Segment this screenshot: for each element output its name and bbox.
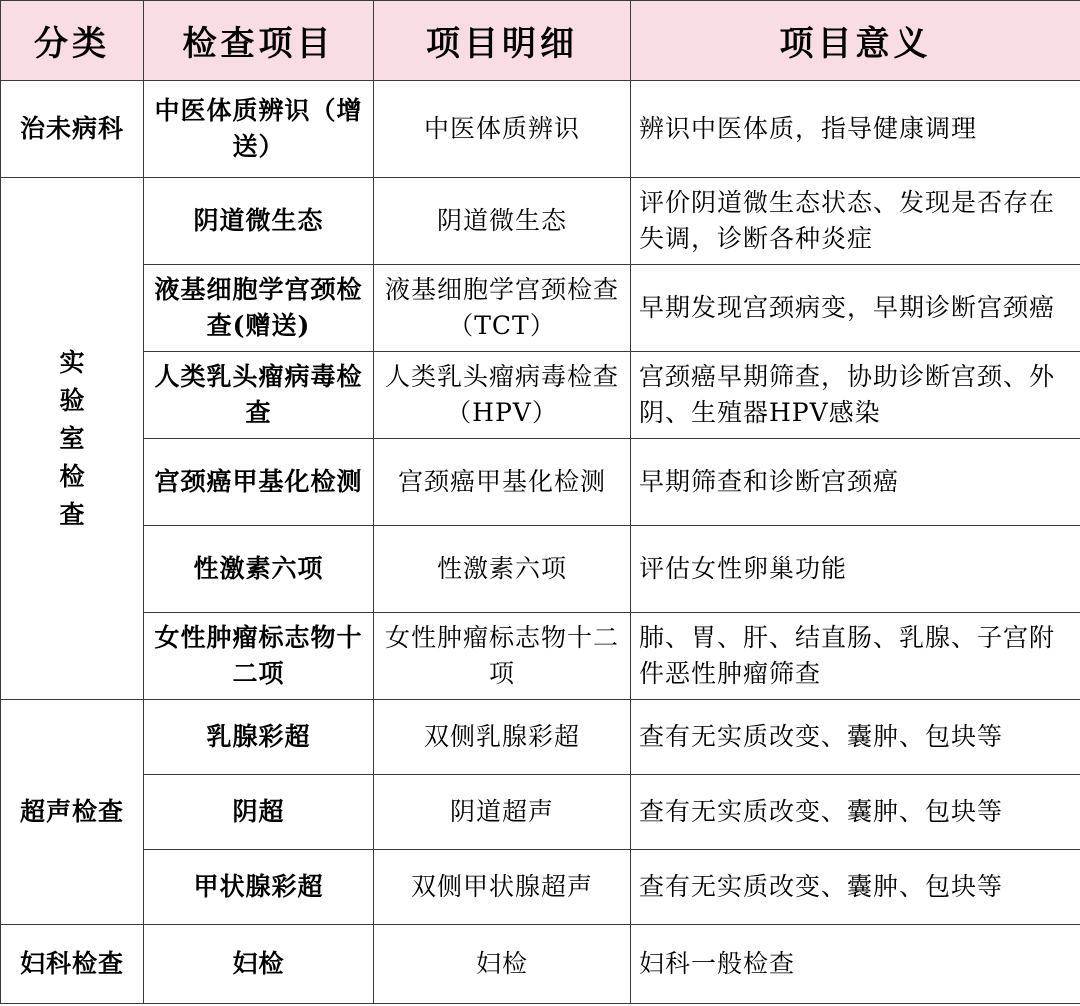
row-detail: 人类乳头瘤病毒检查（HPV） [374,352,631,439]
group-gyn: 妇科检查 [1,925,144,1004]
header-item: 检查项目 [144,1,374,81]
row-detail: 双侧甲状腺超声 [374,850,631,925]
table-row [1,925,1080,1004]
row-item: 甲状腺彩超 [144,850,374,925]
row-item: 人类乳头瘤病毒检查 [144,352,374,439]
row-meaning: 肺、胃、肝、结直肠、乳腺、子宫附件恶性肿瘤筛查 [631,613,1080,700]
row-meaning: 早期发现宫颈病变，早期诊断宫颈癌 [631,265,1080,352]
header-detail: 项目明细 [374,1,631,81]
row-item: 阴道微生态 [144,178,374,265]
row-meaning: 查有无实质改变、囊肿、包块等 [631,700,1080,775]
row-meaning: 查有无实质改变、囊肿、包块等 [631,775,1080,850]
group-ultrasound: 超声检查 [1,700,144,925]
header-category: 分类 [1,1,144,81]
group-tcm: 治未病科 [1,81,144,178]
table-row [1,265,1080,352]
table-row [1,352,1080,439]
row-detail: 女性肿瘤标志物十二项 [374,613,631,700]
table-row [1,178,1080,265]
row-detail: 阴道超声 [374,775,631,850]
row-meaning: 宫颈癌早期筛查，协助诊断宫颈、外阴、生殖器HPV感染 [631,352,1080,439]
row-item: 女性肿瘤标志物十二项 [144,613,374,700]
row-meaning: 早期筛查和诊断宫颈癌 [631,439,1080,526]
header-meaning: 项目意义 [631,1,1080,81]
row-item: 宫颈癌甲基化检测 [144,439,374,526]
row-meaning: 评价阴道微生态状态、发现是否存在失调，诊断各种炎症 [631,178,1080,265]
header-row [1,1,1080,81]
row-detail: 宫颈癌甲基化检测 [374,439,631,526]
row-detail: 性激素六项 [374,526,631,613]
group-lab-label: 实验室检查 [59,347,85,529]
row-detail: 妇检 [374,925,631,1004]
table-row [1,850,1080,925]
row-meaning: 评估女性卵巢功能 [631,526,1080,613]
row-detail: 中医体质辨识 [374,81,631,178]
table-row [1,81,1080,178]
table-row [1,700,1080,775]
table-row [1,439,1080,526]
row-detail: 液基细胞学宫颈检查（TCT） [374,265,631,352]
row-meaning: 查有无实质改变、囊肿、包块等 [631,850,1080,925]
row-item: 乳腺彩超 [144,700,374,775]
row-item: 阴超 [144,775,374,850]
row-item: 液基细胞学宫颈检查(赠送) [144,265,374,352]
table-row [1,526,1080,613]
row-detail: 双侧乳腺彩超 [374,700,631,775]
row-item: 妇检 [144,925,374,1004]
table-row [1,613,1080,700]
table-row [1,775,1080,850]
group-lab [1,178,144,700]
row-item: 性激素六项 [144,526,374,613]
row-item: 中医体质辨识（增送） [144,81,374,178]
row-meaning: 辨识中医体质，指导健康调理 [631,81,1080,178]
row-meaning: 妇科一般检查 [631,925,1080,1004]
row-detail: 阴道微生态 [374,178,631,265]
